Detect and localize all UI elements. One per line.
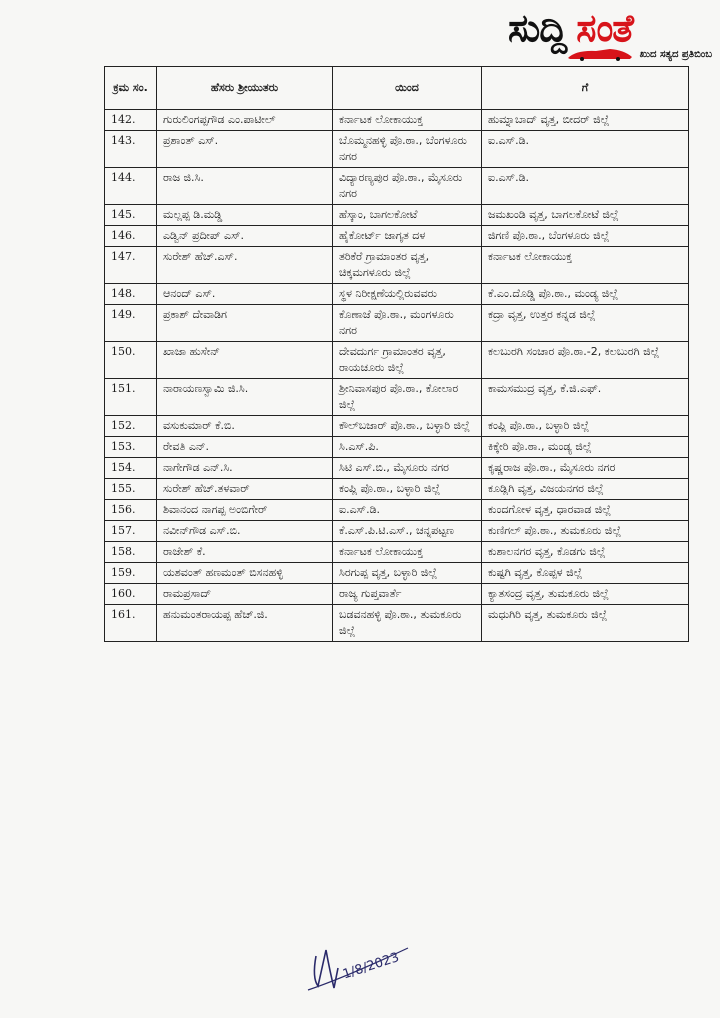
cell-to: ಐ.ಎಸ್.ಡಿ. — [482, 131, 689, 168]
cell-to: ಮಧುಗಿರಿ ವೃತ್ತ, ತುಮಕೂರು ಜಿಲ್ಲೆ — [482, 605, 689, 642]
cell-to: ಕೂಡ್ಲಿಗಿ ವೃತ್ತ, ವಿಜಯನಗರ ಜಿಲ್ಲೆ — [482, 479, 689, 500]
transfer-table — [104, 66, 689, 642]
table-row — [105, 458, 689, 479]
cell-from: ಸ್ಥಳ ನಿರೀಕ್ಷಣೆಯಲ್ಲಿರುವವರು — [333, 284, 482, 305]
cell-name: ಗುರುಲಿಂಗಪ್ಪಗೌಡ ಎಂ.ಪಾಟೀಲ್ — [157, 110, 333, 131]
cell-name: ನವೀನ್‌ಗೌಡ ಎಸ್.ಬಿ. — [157, 521, 333, 542]
cell-serial-no: 159. — [105, 563, 157, 584]
cell-serial-no: 153. — [105, 437, 157, 458]
cell-serial-no: 152. — [105, 416, 157, 437]
cell-serial-no: 147. — [105, 247, 157, 284]
cell-from: ದೇವದುರ್ಗ ಗ್ರಾಮಾಂತರ ವೃತ್ತ, ರಾಯಚೂರು ಜಿಲ್ಲೆ — [333, 342, 482, 379]
cell-name: ನಾರಾಯಣಸ್ವಾಮಿ ಜಿ.ಸಿ. — [157, 379, 333, 416]
logo-word-sante: ಸಂತೆ — [576, 6, 633, 50]
cell-serial-no: 155. — [105, 479, 157, 500]
cell-name: ರಾಮಪ್ರಸಾದ್ — [157, 584, 333, 605]
table-row — [105, 605, 689, 642]
cell-from: ಹೆಸ್ಕಾಂ, ಬಾಗಲಕೋಟೆ — [333, 205, 482, 226]
table-row — [105, 342, 689, 379]
cell-name: ಪ್ರಕಾಶ್ ದೇವಾಡಿಗ — [157, 305, 333, 342]
cell-name: ಶಿವಾನಂದ ನಾಗಪ್ಪ ಅಂಬಿಗೇರ್ — [157, 500, 333, 521]
cell-name: ಖಾಜಾ ಹುಸೇನ್ — [157, 342, 333, 379]
table-row — [105, 379, 689, 416]
table-row — [105, 284, 689, 305]
cell-to: ಕೆ.ಎಂ.ದೊಡ್ಡಿ ಪೊ.ಠಾ., ಮಂಡ್ಯ ಜಿಲ್ಲೆ — [482, 284, 689, 305]
cell-name: ಸುರೇಶ್ ಹೆಚ್.ಎಸ್. — [157, 247, 333, 284]
cell-from: ಶ್ರೀನಿವಾಸಪುರ ಪೊ.ಠಾ., ಕೋಲಾರ ಜಿಲ್ಲೆ — [333, 379, 482, 416]
cell-serial-no: 142. — [105, 110, 157, 131]
cell-to: ಕರ್ನಾಟಕ ಲೋಕಾಯುಕ್ತ — [482, 247, 689, 284]
cell-to: ಕೃಷ್ಣರಾಜ ಪೊ.ಠಾ., ಮೈಸೂರು ನಗರ — [482, 458, 689, 479]
cell-serial-no: 143. — [105, 131, 157, 168]
table-row — [105, 563, 689, 584]
cell-serial-no: 146. — [105, 226, 157, 247]
cell-to: ಜಮಖಂಡಿ ವೃತ್ತ, ಬಾಗಲಕೋಟೆ ಜಿಲ್ಲೆ — [482, 205, 689, 226]
cell-to: ಕಂಪ್ಲಿ ಪೊ.ಠಾ., ಬಳ್ಳಾರಿ ಜಿಲ್ಲೆ — [482, 416, 689, 437]
table-row — [105, 247, 689, 284]
table-row — [105, 437, 689, 458]
cell-from: ಸಿರಗುಪ್ಪ ವೃತ್ತ, ಬಳ್ಳಾರಿ ಜಿಲ್ಲೆ — [333, 563, 482, 584]
cell-serial-no: 158. — [105, 542, 157, 563]
table-row — [105, 205, 689, 226]
cell-from: ಕರ್ನಾಟಕ ಲೋಕಾಯುಕ್ತ — [333, 542, 482, 563]
cell-to: ಐ.ಎಸ್.ಡಿ. — [482, 168, 689, 205]
cell-from: ಸಿ.ಎಸ್.ಪಿ. — [333, 437, 482, 458]
cell-serial-no: 161. — [105, 605, 157, 642]
logo-tagline: ಖುದ ಸತ್ಯದ ಪ್ರತಿಬಿಂಬ — [639, 48, 712, 60]
cell-serial-no: 149. — [105, 305, 157, 342]
cell-from: ತರಿಕೆರೆ ಗ್ರಾಮಾಂತರ ವೃತ್ತ, ಚಿಕ್ಕಮಗಳೂರು ಜಿಲ್ಲೆ — [333, 247, 482, 284]
handwritten-signature — [304, 928, 414, 998]
cell-to: ಕುಂದಗೋಳ ವೃತ್ತ, ಧಾರವಾಡ ಜಿಲ್ಲೆ — [482, 500, 689, 521]
cell-to: ಕುಷ್ಟಗಿ ವೃತ್ತ, ಕೊಪ್ಪಳ ಜಿಲ್ಲೆ — [482, 563, 689, 584]
svg-text:1/8/2023: 1/8/2023 — [340, 950, 402, 983]
cell-serial-no: 157. — [105, 521, 157, 542]
header-name: ಹೆಸರು ಶ್ರೀಯುತರು — [157, 67, 333, 110]
cell-from: ಸಿಟಿ ಎಸ್.ಬಿ., ಮೈಸೂರು ನಗರ — [333, 458, 482, 479]
table-row — [105, 500, 689, 521]
cell-from: ಕಂಪ್ಲಿ ಪೊ.ಠಾ., ಬಳ್ಳಾರಿ ಜಿಲ್ಲೆ — [333, 479, 482, 500]
table-row — [105, 521, 689, 542]
table-row — [105, 542, 689, 563]
cell-serial-no: 144. — [105, 168, 157, 205]
cell-to: ಕಿಕ್ಕೇರಿ ಪೊ.ಠಾ., ಮಂಡ್ಯ ಜಿಲ್ಲೆ — [482, 437, 689, 458]
cell-name: ಸುರೇಶ್ ಹೆಚ್.ತಳವಾರ್ — [157, 479, 333, 500]
table-header-row — [105, 67, 689, 110]
cell-name: ರೇವತಿ ಎನ್. — [157, 437, 333, 458]
cell-name: ನಾಗೇಗೌಡ ಎನ್.ಸಿ. — [157, 458, 333, 479]
table-row — [105, 416, 689, 437]
cell-name: ಪ್ರಶಾಂತ್ ಎಸ್. — [157, 131, 333, 168]
cell-name: ಮಲ್ಲಪ್ಪ ಡಿ.ಮಡ್ಡಿ — [157, 205, 333, 226]
cell-to: ಕದ್ರಾ ವೃತ್ತ, ಉತ್ತರ ಕನ್ನಡ ಜಿಲ್ಲೆ — [482, 305, 689, 342]
cell-from: ಬಡವನಹಳ್ಳಿ ಪೊ.ಠಾ., ತುಮಕೂರು ಜಿಲ್ಲೆ — [333, 605, 482, 642]
cell-to: ಕುಶಾಲನಗರ ವೃತ್ತ, ಕೊಡಗು ಜಿಲ್ಲೆ — [482, 542, 689, 563]
cell-from: ಕರ್ನಾಟಕ ಲೋಕಾಯುಕ್ತ — [333, 110, 482, 131]
cell-name: ಹನುಮಂತರಾಯಪ್ಪ ಹೆಚ್.ಜಿ. — [157, 605, 333, 642]
cell-from: ಬೊಮ್ಮನಹಳ್ಳಿ ಪೊ.ಠಾ., ಬೆಂಗಳೂರು ನಗರ — [333, 131, 482, 168]
cell-serial-no: 154. — [105, 458, 157, 479]
cell-to: ಕಾಮಸಮುದ್ರ ವೃತ್ತ, ಕೆ.ಜಿ.ಎಫ್. — [482, 379, 689, 416]
cell-name: ಎಡ್ವಿನ್ ಪ್ರದೀಪ್ ಎಸ್. — [157, 226, 333, 247]
cell-name: ಯಶವಂತ್ ಹಣಮಂತ್ ಬಿಸನಹಳ್ಳಿ — [157, 563, 333, 584]
cell-to: ಕಲಬುರಗಿ ಸಂಚಾರ ಪೊ.ಠಾ.-2, ಕಲಬುರಗಿ ಜಿಲ್ಲೆ — [482, 342, 689, 379]
table-row — [105, 168, 689, 205]
cell-serial-no: 151. — [105, 379, 157, 416]
table-row — [105, 226, 689, 247]
cell-from: ರಾಜ್ಯ ಗುಪ್ತವಾರ್ತೆ — [333, 584, 482, 605]
cell-name: ವಸುಕುಮಾರ್ ಕೆ.ಬಿ. — [157, 416, 333, 437]
cell-from: ವಿದ್ಯಾರಣ್ಯಪುರ ಪೊ.ಠಾ., ಮೈಸೂರು ನಗರ — [333, 168, 482, 205]
cell-serial-no: 145. — [105, 205, 157, 226]
cell-to: ಹುಮ್ನಾಬಾದ್ ವೃತ್ತ, ಬೀದರ್ ಜಿಲ್ಲೆ — [482, 110, 689, 131]
cell-to: ಕುಣಿಗಲ್ ಪೊ.ಠಾ., ತುಮಕೂರು ಜಿಲ್ಲೆ — [482, 521, 689, 542]
logo-word-suddi: ಸುದ್ದಿ — [508, 6, 567, 50]
cell-name: ರಾಜೇಶ್ ಕೆ. — [157, 542, 333, 563]
table-row — [105, 131, 689, 168]
cell-serial-no: 150. — [105, 342, 157, 379]
cell-to: ಜಿಗಣಿ ಪೊ.ಠಾ., ಬೆಂಗಳೂರು ಜಿಲ್ಲೆ — [482, 226, 689, 247]
header-from: ಯಿಂದ — [333, 67, 482, 110]
cell-from: ಕೆ.ಎಸ್.ಪಿ.ಟಿ.ಎಸ್., ಚನ್ನಪಟ್ಟಣ — [333, 521, 482, 542]
cell-to: ಕ್ಯಾತಸಂದ್ರ ವೃತ್ತ, ತುಮಕೂರು ಜಿಲ್ಲೆ — [482, 584, 689, 605]
car-icon — [566, 47, 634, 61]
cell-name: ರಾಜ ಜಿ.ಸಿ. — [157, 168, 333, 205]
table-row — [105, 584, 689, 605]
table-row — [105, 479, 689, 500]
cell-from: ಹೈಕೋರ್ಟ್ ಜಾಗೃತ ದಳ — [333, 226, 482, 247]
table-row — [105, 110, 689, 131]
cell-from: ಐ.ಎಸ್.ಡಿ. — [333, 500, 482, 521]
cell-serial-no: 156. — [105, 500, 157, 521]
cell-serial-no: 148. — [105, 284, 157, 305]
cell-serial-no: 160. — [105, 584, 157, 605]
cell-from: ಕೊಣಾಜೆ ಪೊ.ಠಾ., ಮಂಗಳೂರು ನಗರ — [333, 305, 482, 342]
cell-from: ಕೌಲ್‌ಬಜಾರ್ ಪೊ.ಠಾ., ಬಳ್ಳಾರಿ ಜಿಲ್ಲೆ — [333, 416, 482, 437]
header-serial-no: ಕ್ರಮ ಸಂ. — [105, 67, 157, 110]
table-row — [105, 305, 689, 342]
cell-name: ಆನಂದ್ ಎಸ್. — [157, 284, 333, 305]
header-to: ಗೆ — [482, 67, 689, 110]
